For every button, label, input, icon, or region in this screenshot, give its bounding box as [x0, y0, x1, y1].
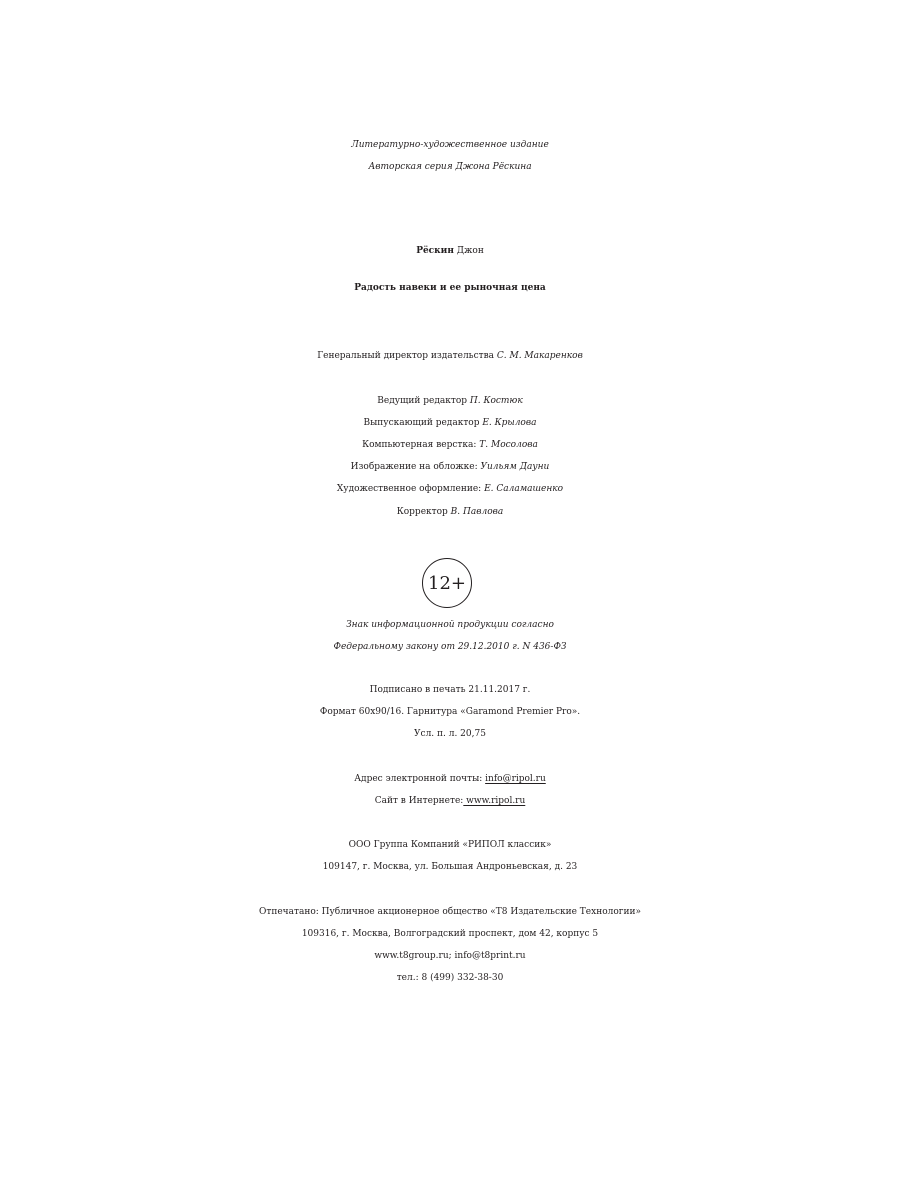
- credit-line: [0, 462, 900, 472]
- credit-name: Т. Мосолова: [479, 440, 538, 450]
- director-line: [0, 351, 900, 361]
- credit-label: Компьютерная верстка:: [362, 440, 480, 450]
- age-rating-law: Федеральному закону от 29.12.2010 г. N 436-ФЗ: [333, 642, 567, 652]
- credit-line: [0, 418, 900, 428]
- credit-name: Уильям Дауни: [480, 462, 550, 472]
- email-link[interactable]: info@ripol.ru: [485, 774, 546, 784]
- edition-type: Литературно-художественное издание: [351, 140, 549, 150]
- printer-phone: тел.: 8 (499) 332-38-30: [396, 973, 504, 983]
- publisher-address: 109147, г. Москва, ул. Большая Андроньевская, д. 23: [322, 862, 578, 872]
- author: [0, 246, 900, 256]
- site-link[interactable]: www.ripol.ru: [463, 796, 526, 806]
- credit-label: Ведущий редактор: [377, 396, 470, 406]
- printer-name: Отпечатано: Публичное акционерное общество «Т8 Издательские Технологии»: [259, 907, 641, 917]
- director-name: С. М. Макаренков: [496, 351, 583, 361]
- credit-line: [0, 396, 900, 406]
- age-rating-note: Знак информационной продукции согласно: [346, 620, 554, 630]
- print-format: Формат 60x90/16. Гарнитура «Garamond Premier Pro».: [319, 707, 581, 717]
- credit-name: В. Павлова: [450, 507, 504, 517]
- credit-label: Корректор: [396, 507, 451, 517]
- book-title: Радость навеки и ее рыночная цена: [354, 283, 546, 293]
- director-label: Генеральный директор издательства: [317, 351, 497, 361]
- site-label: Сайт в Интернете:: [374, 796, 464, 806]
- credit-label: Изображение на обложке:: [350, 462, 481, 472]
- signed-date: Подписано в печать 21.11.2017 г.: [369, 685, 531, 695]
- credit-line: [0, 440, 900, 450]
- credit-name: Е. Саламашенко: [484, 484, 564, 494]
- credit-line: [0, 507, 900, 517]
- author-first-name: Джон: [453, 246, 484, 256]
- email-label: Адрес электронной почты:: [354, 774, 486, 784]
- site-line: [0, 796, 900, 806]
- credit-label: Выпускающий редактор: [363, 418, 483, 428]
- email-line: [0, 774, 900, 784]
- printer-web: www.t8group.ru; info@t8print.ru: [374, 951, 526, 961]
- age-rating-badge: 12+: [422, 558, 472, 608]
- printer-address: 109316, г. Москва, Волгоградский проспект, дом 42, корпус 5: [301, 929, 599, 939]
- series-name: Авторская серия Джона Рёскина: [368, 162, 532, 172]
- author-surname: Рёскин: [416, 246, 454, 256]
- credit-name: П. Костюк: [469, 396, 523, 406]
- credit-line: [0, 484, 900, 494]
- publisher-name: ООО Группа Компаний «РИПОЛ классик»: [348, 840, 552, 850]
- credit-name: Е. Крылова: [482, 418, 537, 428]
- credit-label: Художественное оформление:: [336, 484, 485, 494]
- print-sheets: Усл. п. л. 20,75: [414, 729, 486, 739]
